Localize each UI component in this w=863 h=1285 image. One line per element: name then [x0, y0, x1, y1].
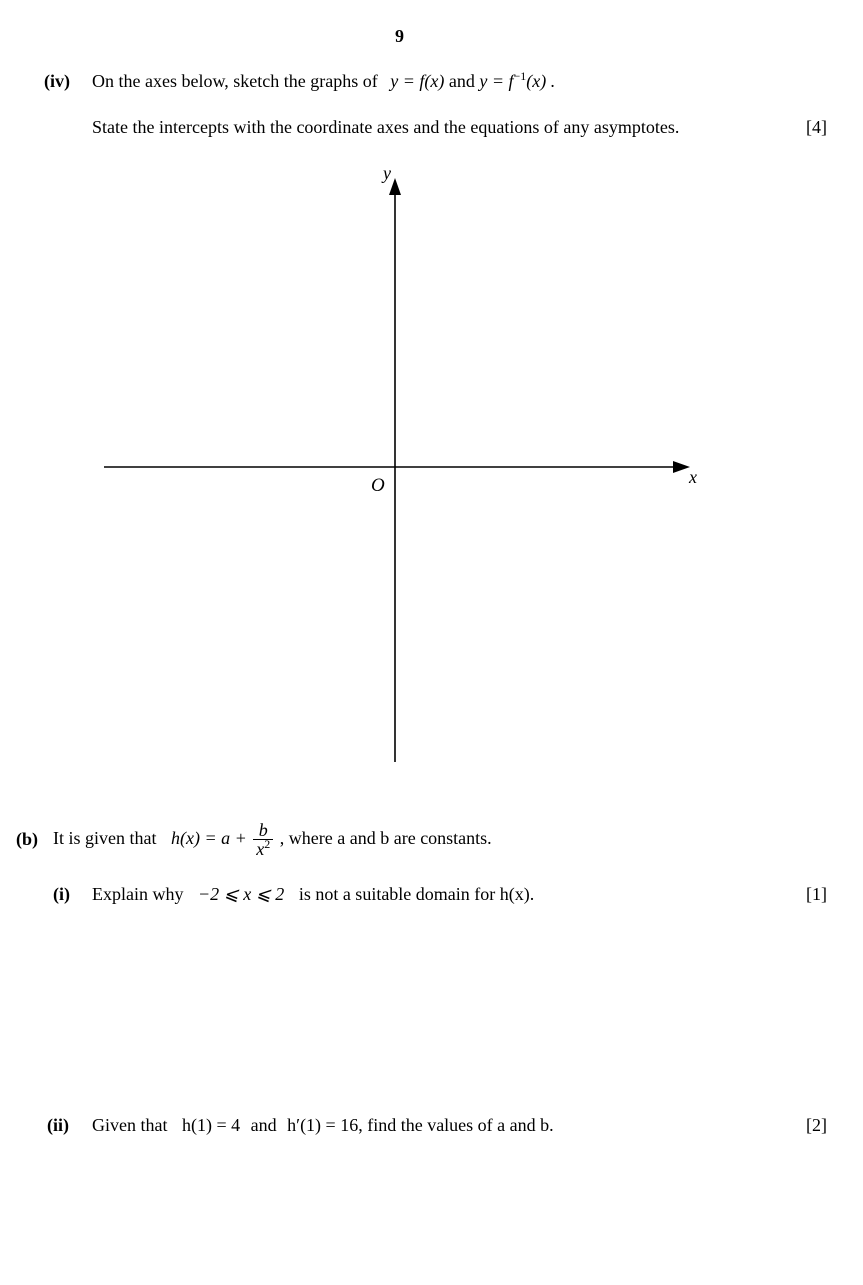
instruction-text: On the axes below, sketch the graphs of [92, 71, 378, 91]
condition-h-prime-1: h′(1) = 16 [287, 1115, 359, 1135]
find-values-text: , find the values of a and b. [358, 1115, 554, 1135]
question-label-b: (b) [16, 829, 38, 849]
x-axis-arrow-icon [673, 461, 690, 473]
fraction-b-over-x2 [253, 821, 273, 858]
and-text: and [448, 71, 475, 91]
constants-text: , where a and b are constants. [279, 828, 492, 848]
math-inverse-tail: (x) . [526, 71, 556, 91]
origin-label: O [371, 475, 385, 496]
given-that-text: Given that [92, 1115, 168, 1135]
math-inverse-sup: −1 [513, 69, 527, 83]
question-label-iv: (iv) [44, 71, 70, 91]
question-b-statement [53, 818, 492, 858]
y-axis-label: y [383, 163, 391, 183]
fraction-den-base: x [256, 839, 265, 860]
x-axis-label: x [689, 467, 697, 487]
h-function-lhs: h(x) = a + [170, 828, 247, 848]
fraction-denominator [253, 837, 273, 860]
given-text: It is given that [53, 828, 157, 848]
explain-text: Explain why [92, 884, 184, 904]
question-b-ii-text [92, 1114, 554, 1136]
question-label-b-ii: (ii) [47, 1115, 69, 1135]
domain-suffix-text: is not a suitable domain for h(x). [298, 884, 535, 904]
math-y-equals-f: y = f(x) [390, 71, 445, 91]
question-b-i-text [92, 883, 534, 905]
page-number: 9 [395, 26, 404, 46]
marks-b-i: [1] [806, 884, 827, 904]
condition-h1: h(1) = 4 [181, 1115, 241, 1135]
fraction-den-sup: 2 [264, 837, 271, 852]
question-iv-state-text: State the intercepts with the coordinate axes and the equations of any asymptotes. [92, 117, 680, 137]
question-label-b-i: (i) [53, 884, 70, 904]
marks-iv: [4] [806, 117, 827, 137]
and-text: and [250, 1115, 277, 1135]
math-inverse-base: y = f [479, 71, 514, 91]
domain-inequality: −2 ⩽ x ⩽ 2 [198, 884, 285, 904]
fraction-numerator: b [253, 821, 273, 840]
marks-b-ii: [2] [806, 1115, 827, 1135]
